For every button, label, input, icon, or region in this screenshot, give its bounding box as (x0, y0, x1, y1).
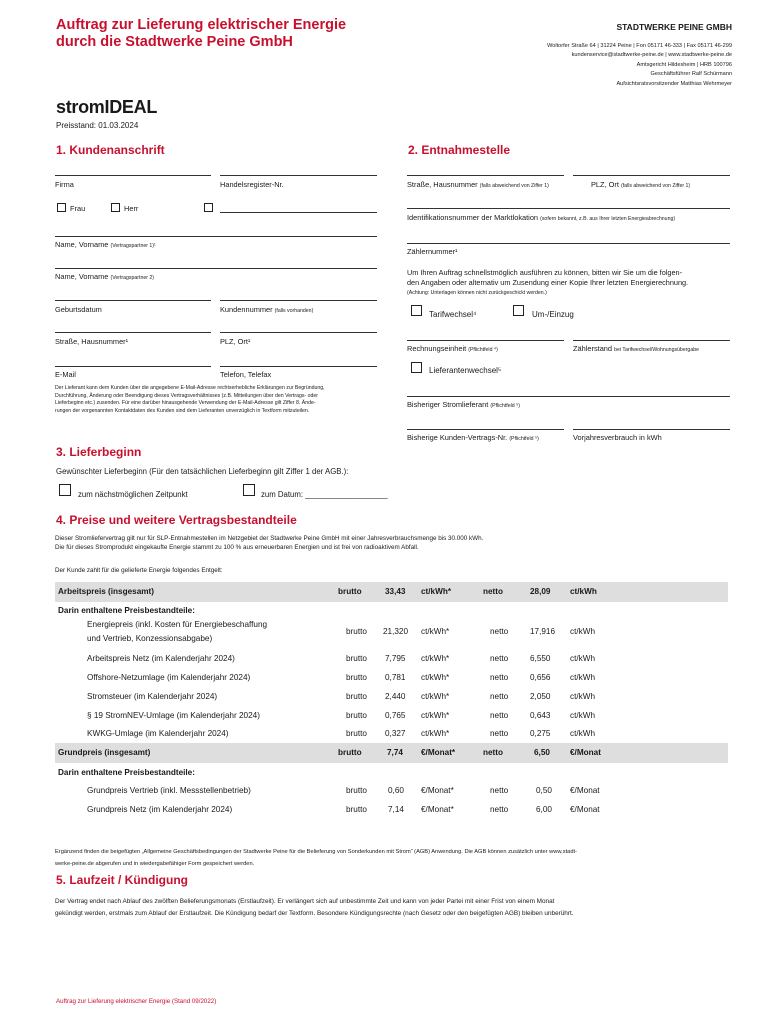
address-line: Woltorfer Straße 64 | 31224 Peine | Fon 05171 46-333 | Fax 05171 46-299 (547, 43, 732, 49)
row-netto-label: netto (490, 711, 509, 720)
laufzeit-line: Der Vertrag endet nach Ablauf des zwölften Belieferungsmonats (Erstlaufzeit). Er verlängert sich auf unbestimmte Zeit und kann von jeder Partei mit einer Frist von einem Monat (55, 898, 555, 905)
label-handelsregister: Handelsregister-Nr. (220, 180, 284, 189)
entnahme-plz-field[interactable] (573, 175, 730, 176)
label-malo-note: (sofern bekannt, z.B. aus Ihrer letzten Energieabrechnung) (540, 216, 676, 222)
telefon-field[interactable] (220, 366, 377, 367)
row-netz-netto: 6,550 (530, 654, 551, 663)
row-kwkg-label: KWKG-Umlage (im Kalenderjahr 2024) (87, 729, 229, 738)
row-brutto-label: brutto (346, 805, 367, 814)
row-gp-vertrieb-brutto: 0,60 (388, 786, 404, 795)
row-stromnev-netto: 0,643 (530, 711, 551, 720)
label-herr: Herr (124, 204, 139, 213)
label-rechnungseinheit-text: Rechnungseinheit (407, 344, 467, 353)
label-zaehlerstand-text: Zählerstand (573, 344, 613, 353)
email-notice (55, 385, 385, 415)
label-entnahme-strasse-note: (falls abweichend von Ziffer 1) (479, 183, 549, 189)
label-tarifwechsel: Tarifwechsel⁴ (429, 310, 477, 319)
naechstmoeglich-checkbox[interactable] (59, 484, 71, 496)
lieferantenwechsel-checkbox[interactable] (411, 362, 422, 373)
label-malo (407, 213, 675, 222)
row-unit: €/Monat* (421, 805, 454, 814)
label-vorjahresverbrauch: Vorjahresverbrauch in kWh (573, 433, 662, 442)
row-gp-netz-netto: 6,00 (536, 805, 552, 814)
intro-line: Dieser Stromliefervertrag gilt nur für SLP-Entnahmestellen im Netzgebiet der Stadtwerke Peine GmbH mit einer Jahresverbrauchsmenge bis 30.000 kWh. (55, 535, 484, 542)
row-brutto-label: brutto (346, 627, 367, 636)
lieferbeginn-text: Gewünschter Lieferbeginn (Für den tatsächlichen Lieferbeginn gilt Ziffer 1 der AGB.): (56, 467, 349, 476)
row-netto-label: netto (490, 673, 509, 682)
label-lieferantenwechsel: Lieferantenwechsel⁵ (429, 366, 502, 375)
row-netto-unit: ct/kWh (570, 654, 596, 663)
section-4-intro-3: Der Kunde zahlt für die gelieferte Energie folgendes Entgelt: (55, 567, 223, 574)
malo-field[interactable] (407, 208, 730, 209)
laufzeit-line: gekündigt werden, erstmals zum Ablauf der Erstlaufzeit. Die Kündigung bedarf der Textform. Besondere Kündigungsrechte (nach Gesetz oder den beigefügten AGB) bleiben unberührt. (55, 909, 574, 917)
row-netto-label: netto (490, 692, 509, 701)
row-netto-label: netto (490, 627, 509, 636)
label-zaehlerstand-note: bei Tarifwechsel/Wohnungsübergabe (614, 347, 699, 353)
row-netz-label: Arbeitspreis Netz (im Kalenderjahr 2024) (87, 654, 235, 663)
firma-field[interactable] (55, 175, 211, 176)
datum-field[interactable]: zum Datum: ___________________ (261, 490, 388, 499)
grundpreis-unit: €/Monat* (421, 748, 456, 757)
row-netto-unit: ct/kWh (570, 729, 596, 738)
label-bisheriger-text: Bisheriger Stromlieferant (407, 400, 489, 409)
address-line: Geschäftsführer Ralf Schürmann (650, 71, 732, 78)
info-line-2: den Angaben oder alternativ um Zusendung einer Kopie Ihrer letzten Energierechnung. (407, 278, 689, 287)
row-brutto-label: brutto (346, 786, 367, 795)
agb-line: werke-peine.de abgerufen und in wiedergabefähiger Form gespeichert werden. (55, 861, 255, 867)
label-name1-note: (Vertragspartner 1)¹ (110, 243, 156, 249)
label-entnahme-strasse-text: Straße, Hausnummer (407, 180, 478, 189)
bisherige-kundennr-field[interactable] (407, 429, 564, 430)
arbeitspreis-unit: ct/kWh* (421, 587, 452, 596)
row-netto-unit: ct/kWh (570, 627, 596, 636)
address-line: Aufsichtsratsvorsitzender Matthias Wehrmeyer (616, 80, 732, 87)
grundpreis-netto-unit: €/Monat (570, 748, 601, 757)
label-zaehlernummer: Zählernummer¹ (407, 247, 458, 256)
email-field[interactable] (55, 366, 211, 367)
row-stromsteuer-brutto: 2,440 (385, 692, 406, 701)
label-email: E-Mail (55, 370, 76, 379)
price-date: Preisstand: 01.03.2024 (56, 121, 139, 130)
notice-line: Durchführung, Änderung oder Beendigung dieses Vertragsverhältnisses (z.B. Mitteilungen über den Vertrags- oder (55, 392, 318, 399)
label-kundennummer-note: (falls vorhanden) (274, 308, 314, 314)
arbeitspreis-label: Arbeitspreis (insgesamt) (58, 587, 155, 596)
company-address (432, 42, 732, 89)
label-entnahme-plz-text: PLZ, Ort (591, 180, 619, 189)
label-rechnungseinheit-note: (Pflichtfeld ⁴) (468, 347, 498, 353)
title-line-2: durch die Stadtwerke Peine GmbH (56, 34, 293, 50)
row-gp-vertrieb-label: Grundpreis Vertrieb (inkl. Messstellenbetrieb) (87, 786, 251, 795)
row-offshore-brutto: 0,781 (385, 673, 406, 682)
arbeitspreis-brutto-label: brutto (338, 587, 362, 596)
label-malo-text: Identifikationsnummer der Marktlokation (407, 213, 539, 222)
plz-field[interactable] (220, 332, 377, 333)
row-brutto-label: brutto (346, 692, 367, 701)
grundpreis-brutto-label: brutto (338, 748, 362, 757)
label-entnahme-plz (591, 180, 690, 189)
row-stromnev-brutto: 0,765 (385, 711, 406, 720)
row-energiepreis-netto: 17,916 (530, 627, 556, 636)
row-offshore-label: Offshore-Netzumlage (im Kalenderjahr 2024) (87, 673, 251, 682)
label-naechstmoeglich: zum nächstmöglichen Zeitpunkt (78, 490, 188, 499)
row-stromsteuer-netto: 2,050 (530, 692, 551, 701)
agb-line: Ergänzend finden die beigefügten „Allgemeine Geschäftsbedingungen der Stadtwerke Peine für die Belieferung von Sonderkunden mit Strom“ (AGB) Anwendung. Die AGB können zusätzlich unter www.stadt- (55, 849, 577, 855)
row-stromsteuer-label: Stromsteuer (im Kalenderjahr 2024) (87, 692, 218, 701)
label-bisheriger (407, 400, 520, 409)
arbeitspreis-brutto: 33,43 (385, 587, 406, 596)
other-title-checkbox[interactable] (204, 203, 213, 212)
row-gp-vertrieb-netto: 0,50 (536, 786, 552, 795)
laufzeit-text (55, 896, 745, 919)
address-line: Amtsgericht Hildesheim | HRB 100796 (636, 61, 732, 68)
bisheriger-lieferant-field[interactable] (407, 396, 730, 397)
row-brutto-label: brutto (346, 729, 367, 738)
row-gp-netz-brutto: 7,14 (388, 805, 404, 814)
label-zaehlerstand (573, 344, 699, 353)
darin-label-2: Darin enthaltene Preisbestandteile: (58, 768, 195, 777)
section-5-title: 5. Laufzeit / Kündigung (56, 873, 188, 887)
vorjahresverbrauch-field[interactable] (573, 429, 730, 430)
datum-checkbox[interactable] (243, 484, 255, 496)
row-unit: €/Monat* (421, 786, 454, 795)
frau-checkbox[interactable] (57, 203, 66, 212)
info-note: (Achtung: Unterlagen können nicht zurückgeschickt werden.) (407, 290, 547, 296)
entnahme-strasse-field[interactable] (407, 175, 564, 176)
darin-label-1: Darin enthaltene Preisbestandteile: (58, 606, 195, 615)
section-4-intro (55, 535, 735, 552)
grundpreis-brutto: 7,74 (387, 748, 403, 757)
umeinzug-checkbox[interactable] (513, 305, 524, 316)
tarifwechsel-checkbox[interactable] (411, 305, 422, 316)
arbeitspreis-netto: 28,09 (530, 587, 551, 596)
label-rechnungseinheit (407, 344, 498, 353)
section-3-title: 3. Lieferbeginn (56, 445, 142, 459)
row-netto-unit: €/Monat (570, 805, 600, 814)
row-gp-netz-label: Grundpreis Netz (im Kalenderjahr 2024) (87, 805, 233, 814)
strasse-field[interactable] (55, 332, 211, 333)
kundennummer-field[interactable] (220, 300, 377, 301)
label-entnahme-strasse (407, 180, 549, 189)
grundpreis-label: Grundpreis (insgesamt) (58, 748, 151, 757)
row-offshore-netto: 0,656 (530, 673, 551, 682)
label-name2-text: Name, Vorname (55, 272, 109, 281)
herr-checkbox[interactable] (111, 203, 120, 212)
label-bisherige-kundennr-note: (Pflichtfeld ⁵) (509, 436, 539, 442)
title-line-1: Auftrag zur Lieferung elektrischer Energie (56, 17, 347, 33)
row-netto-unit: ct/kWh (570, 711, 596, 720)
section-2-title: 2. Entnahmestelle (408, 143, 511, 157)
label-frau: Frau (70, 204, 86, 213)
row-kwkg-netto: 0,275 (530, 729, 551, 738)
label-geburtsdatum: Geburtsdatum (55, 305, 102, 314)
row-energiepreis-brutto: 21,320 (383, 627, 409, 636)
notice-line: Lieferbeginn etc.) zusenden. Für eine darüber hinausgehende Verwendung der E-Mail-Adresse gilt Ziffer 8. Ände- (55, 400, 316, 407)
arbeitspreis-netto-label: netto (483, 587, 504, 596)
label-bisherige-kundennr (407, 433, 539, 442)
label-plz: PLZ, Ort¹ (220, 337, 251, 346)
row-brutto-label: brutto (346, 711, 367, 720)
label-entnahme-plz-note: (falls abweichend von Ziffer 1) (621, 183, 691, 189)
row-brutto-label: brutto (346, 654, 367, 663)
row-unit: ct/kWh* (421, 654, 450, 663)
label-umeinzug: Um-/Einzug (532, 310, 574, 319)
row-netto-unit: €/Monat (570, 786, 600, 795)
label-firma: Firma (55, 180, 74, 189)
row-unit: ct/kWh* (421, 711, 450, 720)
name1-field[interactable] (55, 236, 377, 237)
row-unit: ct/kWh* (421, 729, 450, 738)
label-kundennummer-text: Kundennummer (220, 305, 273, 314)
label-name2 (55, 272, 154, 281)
row-netto-unit: ct/kWh (570, 692, 596, 701)
other-title-field[interactable] (220, 212, 377, 213)
zaehlerstand-field[interactable] (573, 340, 730, 341)
label-bisheriger-note: (Pflichtfeld ⁵) (490, 403, 520, 409)
row-netto-label: netto (490, 786, 509, 795)
row-netz-brutto: 7,795 (385, 654, 406, 663)
label-kundennummer (220, 305, 313, 314)
row-netto-label: netto (490, 729, 509, 738)
label-name2-note: (Vertragspartner 2) (110, 275, 155, 281)
row-netto-label: netto (490, 654, 509, 663)
company-name: STADTWERKE PEINE GMBH (616, 22, 732, 32)
document-title (56, 17, 376, 51)
agb-note (55, 846, 745, 870)
label-name1 (55, 240, 156, 249)
section-1-title: 1. Kundenanschrift (56, 143, 165, 157)
label-strasse: Straße, Hausnummer¹ (55, 337, 129, 346)
product-name: stromIDEAL (56, 97, 158, 117)
row-unit: ct/kWh* (421, 692, 450, 701)
notice-line: Der Lieferant kann dem Kunden über die angegebene E-Mail-Adresse rechtserhebliche Erklärungen zur Begründung, (55, 385, 325, 391)
row-kwkg-brutto: 0,327 (385, 729, 406, 738)
arbeitspreis-netto-unit: ct/kWh (570, 587, 597, 596)
label-name1-text: Name, Vorname (55, 240, 109, 249)
handelsregister-field[interactable] (220, 175, 377, 176)
address-line: kundenservice@stadtwerke-peine.de | www.stadtwerke-peine.de (571, 52, 732, 59)
row-energiepreis-label: Energiepreis (inkl. Kosten für Energiebeschaffung (87, 620, 268, 629)
row-netto-unit: ct/kWh (570, 673, 596, 682)
row-brutto-label: brutto (346, 673, 367, 682)
row-netto-label: netto (490, 805, 509, 814)
grundpreis-netto-label: netto (483, 748, 504, 757)
name2-field[interactable] (55, 268, 377, 269)
notice-line: rungen der vorgenannten Kontaktdaten des Kunden sind dem Lieferanten unverzüglich in Textform mitzuteilen. (55, 407, 310, 414)
intro-line: Die für dieses Stromprodukt eingekaufte Energie stammt zu 100 % aus erneuerbaren Energien und ist frei von radioaktivem Abfall. (55, 543, 419, 551)
footer-note: Auftrag zur Lieferung elektrischer Energie (Stand 09/2022) (56, 998, 217, 1005)
row-unit: ct/kWh* (421, 627, 450, 636)
section-4-title: 4. Preise und weitere Vertragsbestandteile (56, 513, 297, 527)
row-unit: ct/kWh* (421, 673, 450, 682)
label-bisherige-kundennr-text: Bisherige Kunden-Vertrags-Nr. (407, 433, 508, 442)
geburtsdatum-field[interactable] (55, 300, 211, 301)
row-stromnev-label: § 19 StromNEV-Umlage (im Kalenderjahr 2024) (87, 711, 260, 720)
grundpreis-netto: 6,50 (534, 748, 550, 757)
info-line-1: Um Ihren Auftrag schnellstmöglich ausführen zu können, bitten wir Sie um die folgen- (407, 268, 682, 277)
row-energiepreis-label2: und Vertrieb, Konzessionsabgabe) (87, 634, 213, 643)
rechnungseinheit-field[interactable] (407, 340, 564, 341)
label-telefon: Telefon, Telefax (220, 370, 272, 379)
zaehlernummer-field[interactable] (407, 243, 730, 244)
